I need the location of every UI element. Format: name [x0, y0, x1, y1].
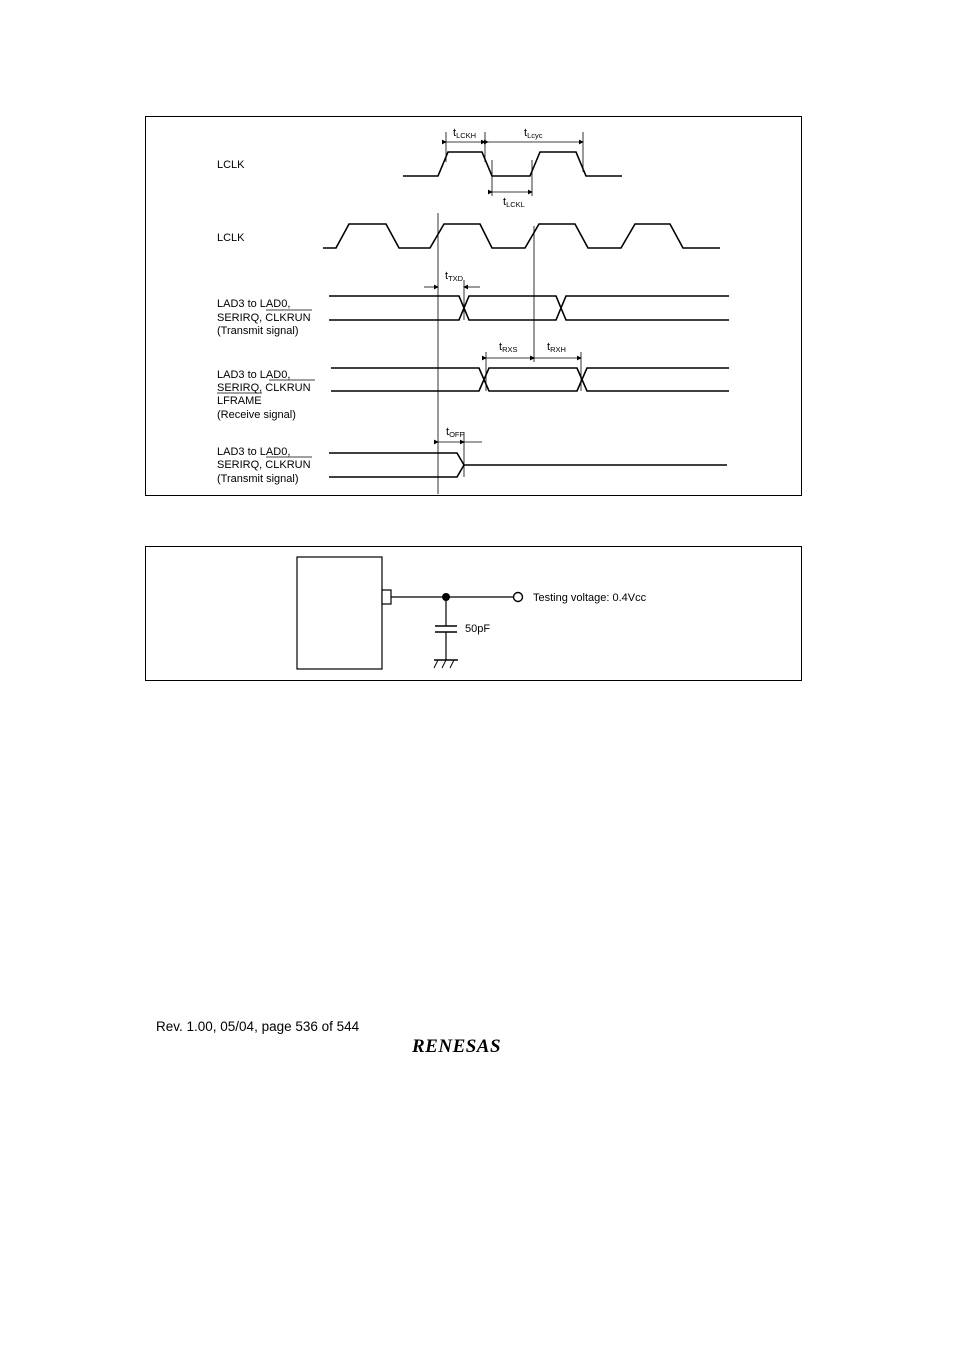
page-footer-revision: Rev. 1.00, 05/04, page 536 of 544	[156, 1019, 360, 1034]
test-terminal	[514, 593, 523, 602]
rx-label-line1: LAD3 to LAD0,	[217, 369, 291, 381]
capacitor-label: 50pF	[465, 623, 491, 635]
t-rxs-label: tRXS	[499, 341, 518, 354]
tx2-label-line2: SERIRQ, CLKRUN	[217, 459, 311, 471]
lclk-label-2: LCLK	[217, 232, 245, 244]
renesas-logo: RENESAS	[412, 1036, 502, 1057]
t-lckh-label: tLCKH	[453, 127, 477, 140]
t-lcyc-label: tLcyc	[524, 127, 543, 140]
tx2-label-line1: LAD3 to LAD0,	[217, 446, 291, 458]
t-txd-label: tTXD	[445, 270, 464, 283]
rx-label-line3: LFRAME	[217, 395, 262, 407]
t-lckl-label: tLCKL	[503, 196, 525, 209]
ground-icon	[434, 660, 458, 668]
lsi-block	[297, 557, 382, 669]
tx1-label-line1: LAD3 to LAD0,	[217, 298, 291, 310]
tx1-label-line2: SERIRQ, CLKRUN	[217, 312, 311, 324]
tx2-label-line3: (Transmit signal)	[217, 473, 299, 485]
rx-label-line4: (Receive signal)	[217, 409, 296, 421]
testing-voltage-label: Testing voltage: 0.4Vcc	[533, 592, 647, 604]
output-pin	[382, 590, 391, 604]
t-off-label: tOFF	[446, 426, 465, 439]
rx-label-line2: SERIRQ, CLKRUN	[217, 382, 311, 394]
tx1-label-line3: (Transmit signal)	[217, 325, 299, 337]
lclk-label-1: LCLK	[217, 159, 245, 171]
t-rxh-label: tRXH	[547, 341, 566, 354]
